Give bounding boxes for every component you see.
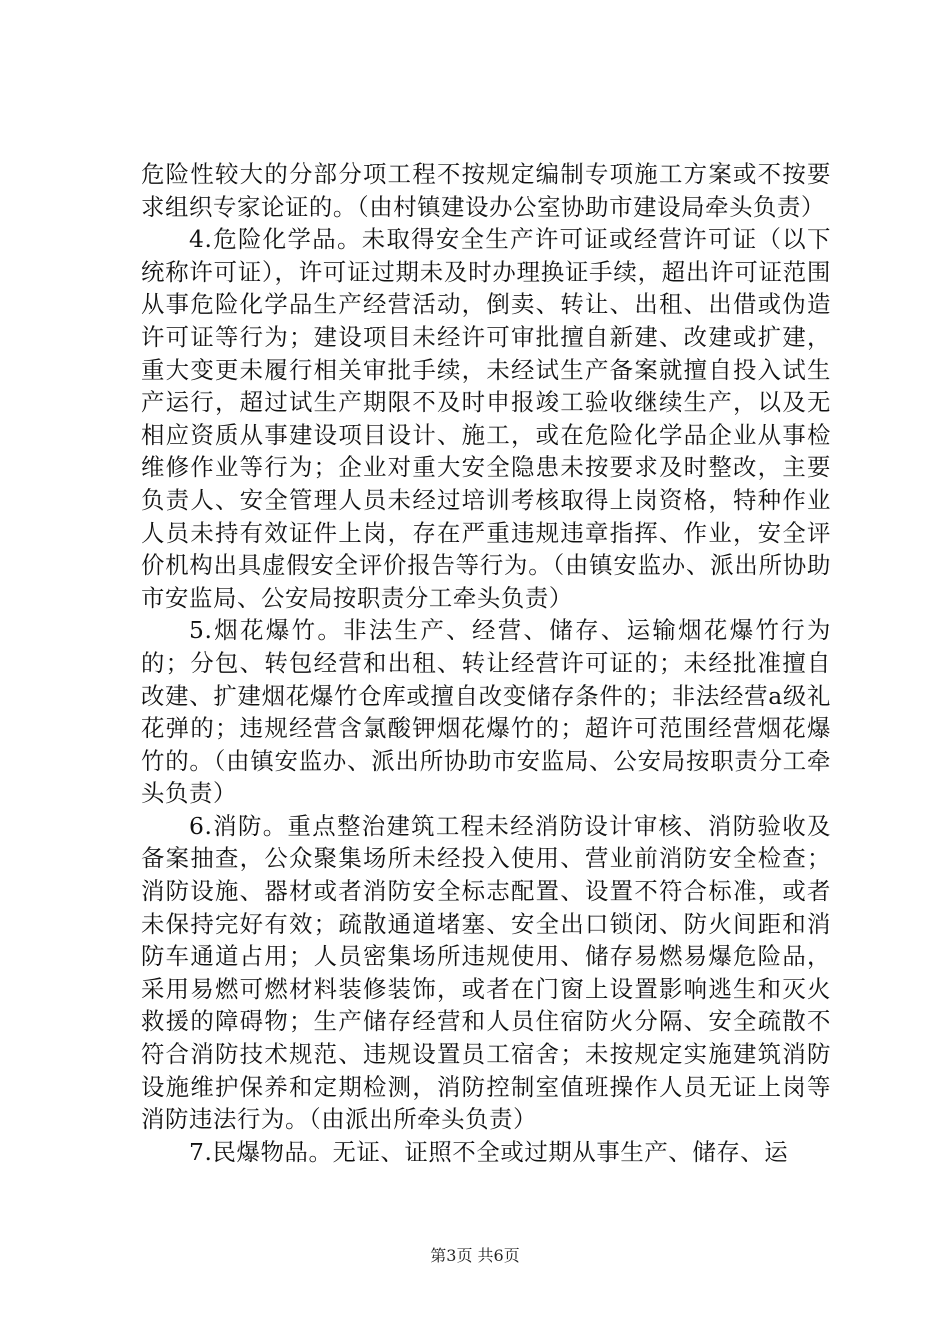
paragraph-fire-protection: 6.消防。重点整治建筑工程未经消防设计审核、消防验收及备案抽查，公众聚集场所未经投入使用、营业前消防安全检查；消防设施、器材或者消防安全标志配置、设置不符合标准，或者未保持完好有效；疏散通道堵塞、安全出口锁闭、防火间距和消防车通道占用；人员密集场所违规使用、储存易燃易爆危险品，采用易燃可燃材料装修装饰，或者在门窗上设置影响逃生和灭火救援的障碍物；生产储存经营和人员住宿防火分隔、安全疏散不符合消防技术规范、违规设置员工宿舍；未按规定实施建筑消防设施维护保养和定期检测，消防控制室值班操作人员无证上岗等消防违法行为。（由派出所牵头负责） [141, 811, 831, 1134]
paragraph-civil-explosives: 7.民爆物品。无证、证照不全或过期从事生产、储存、运 [189, 1137, 789, 1166]
paragraph-continuation: 危险性较大的分部分项工程不按规定编制专项施工方案或不按要求组织专家论证的。（由村镇建设办公室协助市建设局牵头负责） [141, 160, 831, 221]
document-body [141, 158, 831, 1168]
page-number-footer: 第3页 共6页 [430, 1246, 520, 1265]
paragraph-hazardous-chemicals: 4.危险化学品。未取得安全生产许可证或经营许可证（以下统称许可证），许可证过期未及时办理换证手续，超出许可证范围从事危险化学品生产经营活动，倒卖、转让、出租、出借或伪造许可证等行为；建设项目未经许可审批擅自新建、改建或扩建，重大变更未履行相关审批手续，未经试生产备案就擅自投入试生产运行，超过试生产期限不及时申报竣工验收继续生产，以及无相应资质从事建设项目设计、施工，或在危险化学品企业从事检维修作业等行为；企业对重大安全隐患未按要求及时整改，主要负责人、安全管理人员未经过培训考核取得上岗资格，特种作业人员未持有效证件上岗，存在严重违规违章指挥、作业，安全评价机构出具虚假安全评价报告等行为。（由镇安监办、派出所协助市安监局、公安局按职责分工牵头负责） [141, 225, 831, 612]
paragraph-fireworks: 5.烟花爆竹。非法生产、经营、储存、运输烟花爆竹行为的；分包、转包经营和出租、转让经营许可证的；未经批准擅自改建、扩建烟花爆竹仓库或擅自改变储存条件的；非法经营a级礼花弹的；违规经营含氯酸钾烟花爆竹的；超许可范围经营烟花爆竹的。（由镇安监办、派出所协助市安监局、公安局按职责分工牵头负责） [141, 616, 831, 808]
